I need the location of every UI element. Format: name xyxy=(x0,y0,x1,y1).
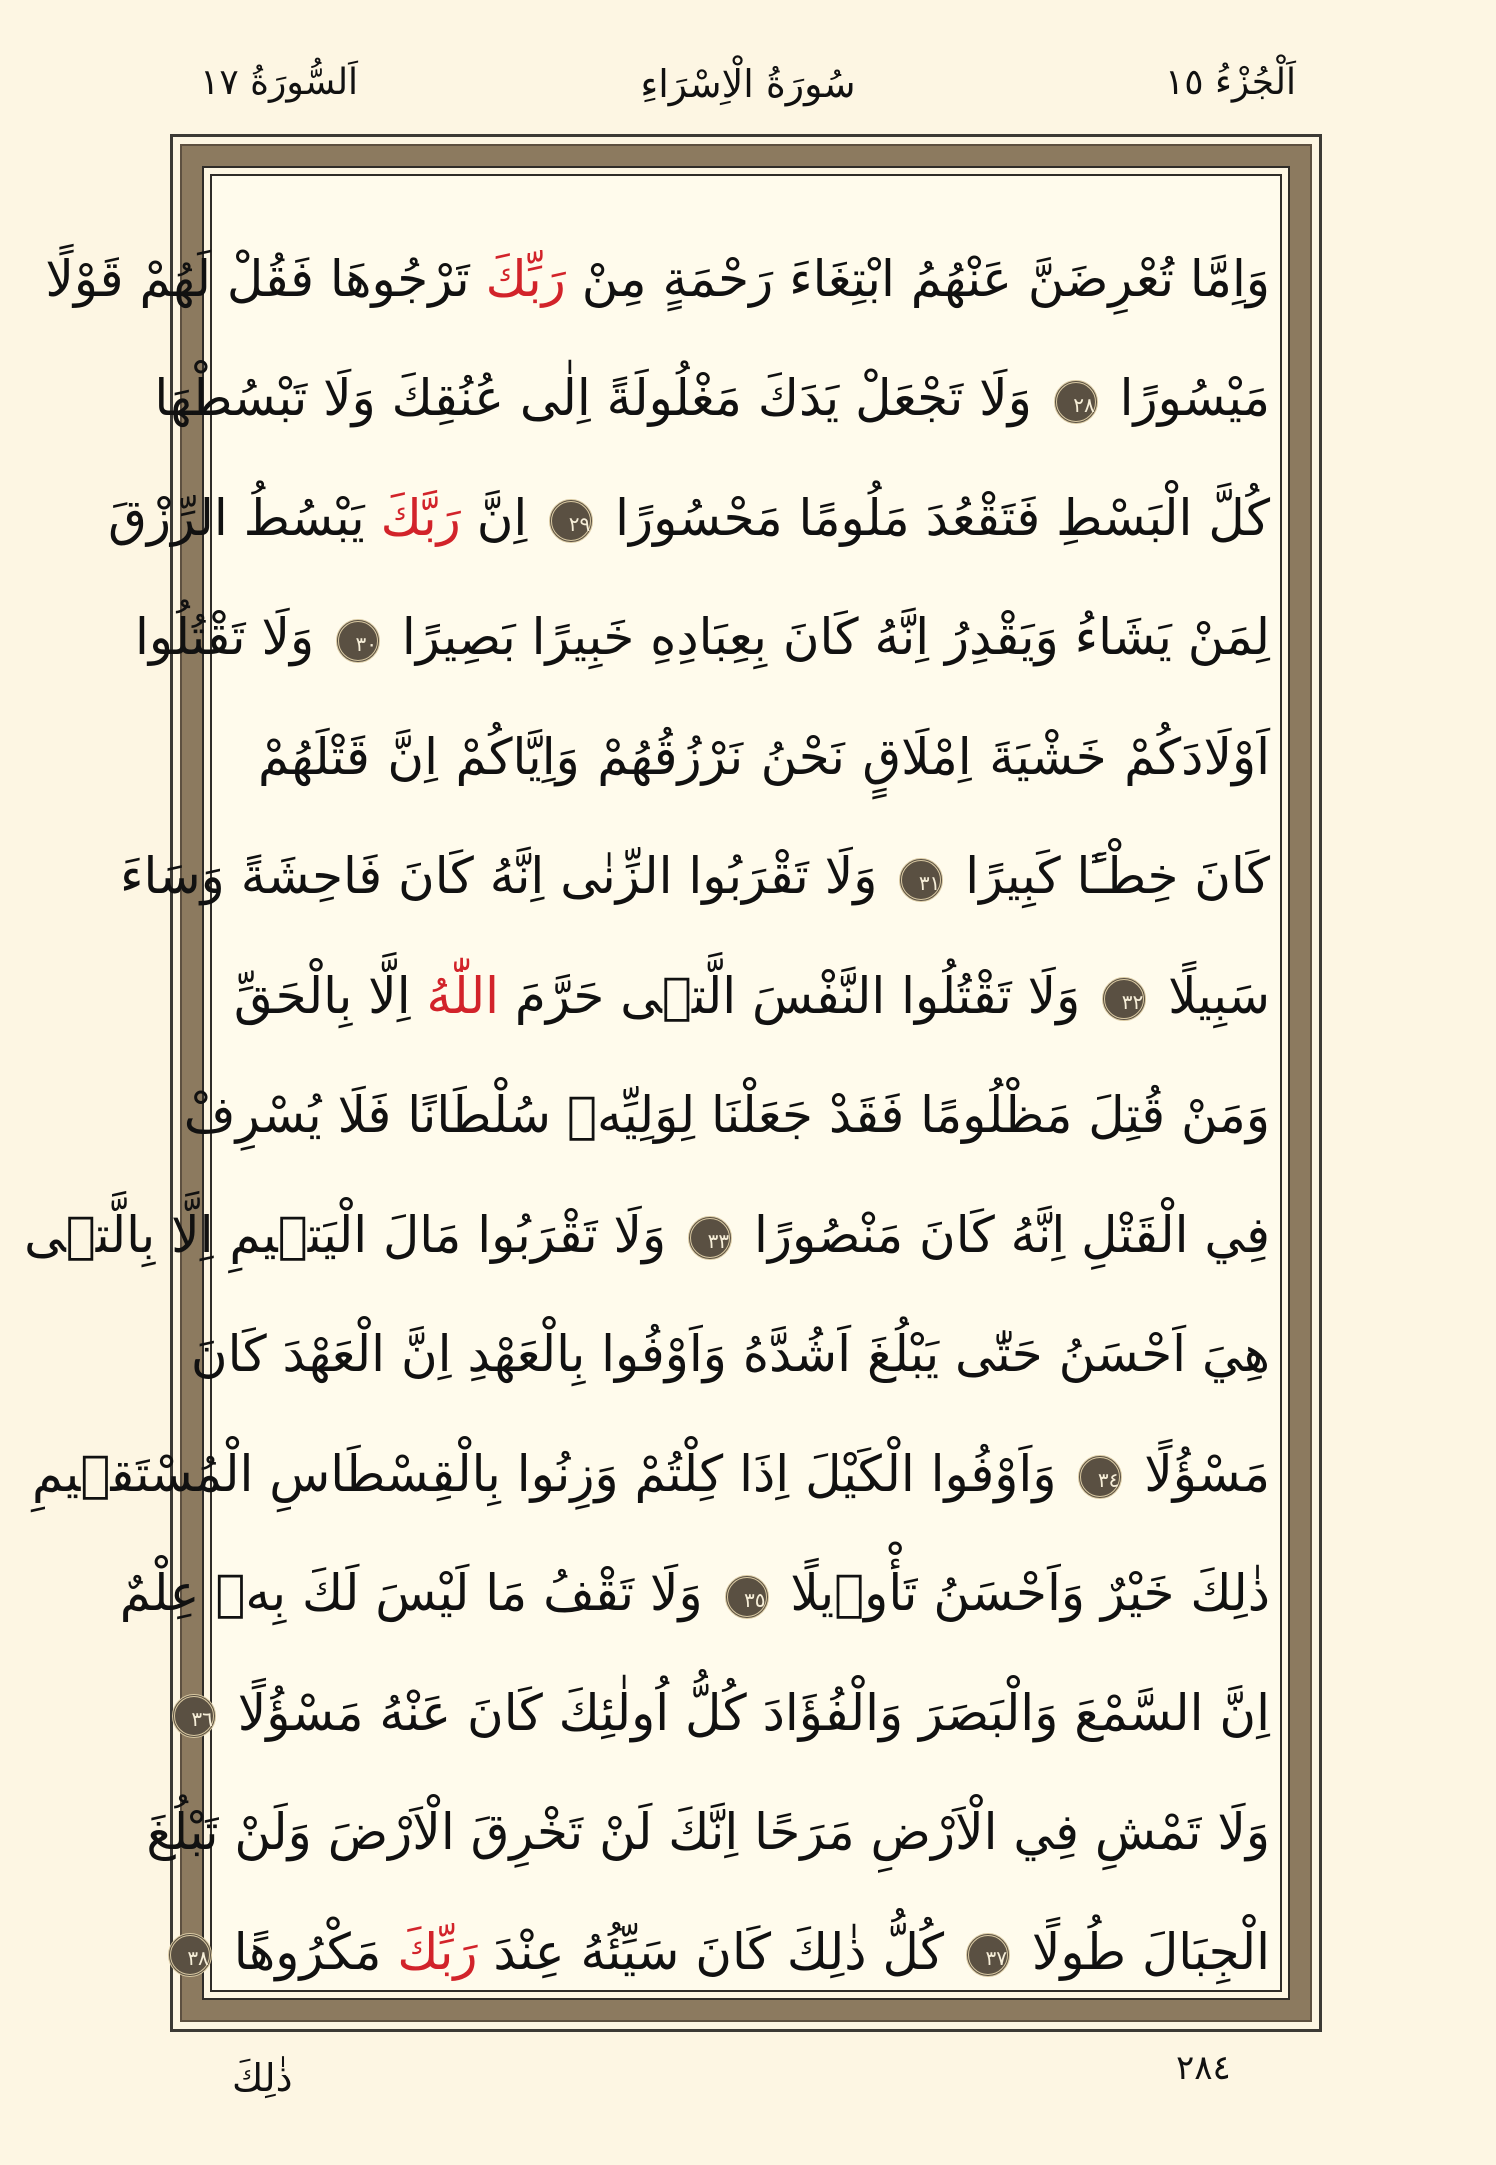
verse-text: وَلَا تَجْعَلْ يَدَكَ مَغْلُولَةً اِلٰى عُنُقِكَ وَلَا تَبْسُطْهَا xyxy=(154,369,1048,428)
verse-text: مَسْؤُلًا xyxy=(1128,1444,1270,1503)
verse-text: كُلُّ ذٰلِكَ كَانَ سَيِّئُهُ عِنْدَ xyxy=(477,1922,961,1981)
ayah-number-marker: ٢٩ xyxy=(549,499,593,543)
text-line xyxy=(31,1415,1270,1534)
ayah-number-marker: ٣١ xyxy=(899,858,943,902)
verse-text: يَبْسُطُ الرِّزْقَ xyxy=(108,488,381,547)
divine-name-text: رَبَّكَ xyxy=(380,488,461,547)
verse-text: فِي الْقَتْلِ اِنَّهُ كَانَ مَنْصُورًا xyxy=(738,1205,1270,1264)
verse-text: وَلَا تَمْشِ فِي الْاَرْضِ مَرَحًا اِنَّكَ لَنْ تَخْرِقَ الْاَرْضَ وَلَنْ تَبْلُغَ xyxy=(146,1803,1270,1862)
text-line xyxy=(233,937,1270,1056)
text-line xyxy=(120,817,1270,936)
text-line xyxy=(183,1056,1270,1175)
surah-number-label: اَلسُّورَةُ ١٧ xyxy=(200,62,359,103)
text-line xyxy=(135,578,1270,697)
verse-text: وَلَا تَقْرَبُوا مَالَ الْيَتٖيمِ اِلَّا بِالَّتٖى xyxy=(24,1205,683,1264)
verse-text: تَرْجُوهَا فَقُلْ لَهُمْ قَوْلًا xyxy=(45,250,486,308)
text-line xyxy=(24,1176,1270,1295)
text-line xyxy=(45,220,1270,339)
verse-text: مَكْرُوهًا xyxy=(217,1922,398,1981)
text-line xyxy=(258,698,1270,817)
verse-text: وَاَوْفُوا الْكَيْلَ اِذَا كِلْتُمْ وَزِنُوا بِالْقِسْطَاسِ الْمُسْتَقٖيمِ xyxy=(31,1444,1073,1503)
ayah-number-marker: ٣٨ xyxy=(168,1933,212,1977)
verse-text: لِمَنْ يَشَاءُ وَيَقْدِرُ اِنَّهُ كَانَ بِعِبَادِهِ خَبِيرًا بَصِيرًا xyxy=(386,608,1270,667)
verse-text: كُلَّ الْبَسْطِ فَتَقْعُدَ مَلُومًا مَحْسُورًا xyxy=(599,488,1270,547)
verse-text: اِنَّ السَّمْعَ وَالْبَصَرَ وَالْفُؤَادَ كُلُّ اُولٰئِكَ كَانَ عَنْهُ مَسْؤُلًا xyxy=(221,1683,1270,1742)
text-line xyxy=(190,1295,1270,1414)
ayah-number-marker: ٣٢ xyxy=(1102,977,1146,1021)
frame-border-band xyxy=(24,144,1312,2022)
ayah-number-marker: ٣٦ xyxy=(172,1694,216,1738)
text-line xyxy=(187,1893,1270,2012)
ayah-number-marker: ٣٥ xyxy=(725,1575,769,1619)
verse-text: وَلَا تَقْتُلُوا النَّفْسَ الَّتٖى حَرَّمَ xyxy=(498,966,1097,1025)
verse-text: وَلَا تَقْتُلُوا xyxy=(135,608,331,667)
text-line xyxy=(154,339,1270,458)
page-header xyxy=(200,62,1296,122)
verse-text: اِلَّا بِالْحَقِّ xyxy=(233,966,427,1025)
verse-text: اِنَّ xyxy=(460,488,544,547)
text-panel xyxy=(24,174,1282,1992)
juz-label: اَلْجُزْءُ ١٥ xyxy=(1164,62,1296,103)
surah-title: سُورَةُ الْاِسْرَاءِ xyxy=(640,62,856,106)
verse-text: ذٰلِكَ خَيْرٌ وَاَحْسَنُ تَأْوٖيلًا xyxy=(774,1564,1270,1623)
text-line xyxy=(119,1534,1270,1653)
divine-name-text: اللّٰهُ xyxy=(426,966,499,1025)
ayah-number-marker: ٢٨ xyxy=(1054,380,1098,424)
catchword: ذٰلِكَ xyxy=(232,2056,293,2100)
ayah-number-marker: ٣٣ xyxy=(688,1216,732,1260)
divine-name-text: رَبِّكَ xyxy=(485,250,566,308)
page-number: ٢٨٤ xyxy=(1176,2048,1231,2088)
frame-inner-border xyxy=(24,166,1290,2000)
ayah-number-marker: ٣٠ xyxy=(336,619,380,663)
text-line xyxy=(191,1654,1270,1773)
verse-text: وَلَا تَقْفُ مَا لَيْسَ لَكَ بِهٖ عِلْمٌ xyxy=(119,1564,719,1623)
page-frame xyxy=(24,134,1322,2032)
ayah-number-marker: ٣٤ xyxy=(1078,1455,1122,1499)
verse-text: وَلَا تَقْرَبُوا الزِّنٰى اِنَّهُ كَانَ فَاحِشَةً وَسَاءَ xyxy=(120,847,894,906)
verse-text: سَبِيلًا xyxy=(1152,966,1270,1025)
verse-text: وَاِمَّا تُعْرِضَنَّ عَنْهُمُ ابْتِغَاءَ رَحْمَةٍ مِنْ xyxy=(565,250,1270,308)
verse-text: كَانَ خِطْـًٔا كَبِيرًا xyxy=(949,847,1270,906)
ayah-number-marker: ٣٧ xyxy=(966,1933,1010,1977)
verse-text: مَيْسُورًا xyxy=(1103,369,1270,428)
divine-name-text: رَبِّكَ xyxy=(397,1922,478,1981)
verse-text: اَوْلَادَكُمْ خَشْيَةَ اِمْلَاقٍ نَحْنُ نَرْزُقُهُمْ وَاِيَّاكُمْ اِنَّ قَتْلَهُمْ xyxy=(258,727,1270,786)
text-line xyxy=(108,459,1270,578)
quran-text-area xyxy=(24,220,1270,2012)
text-line xyxy=(146,1773,1270,1892)
verse-text: هِيَ اَحْسَنُ حَتّٰى يَبْلُغَ اَشُدَّهُ وَاَوْفُوا بِالْعَهْدِ اِنَّ الْعَهْدَ كَانَ xyxy=(190,1325,1270,1384)
verse-text: وَمَنْ قُتِلَ مَظْلُومًا فَقَدْ جَعَلْنَا لِوَلِيِّهٖ سُلْطَانًا فَلَا يُسْرِفْ xyxy=(183,1086,1270,1145)
verse-text: الْجِبَالَ طُولًا xyxy=(1016,1922,1270,1981)
